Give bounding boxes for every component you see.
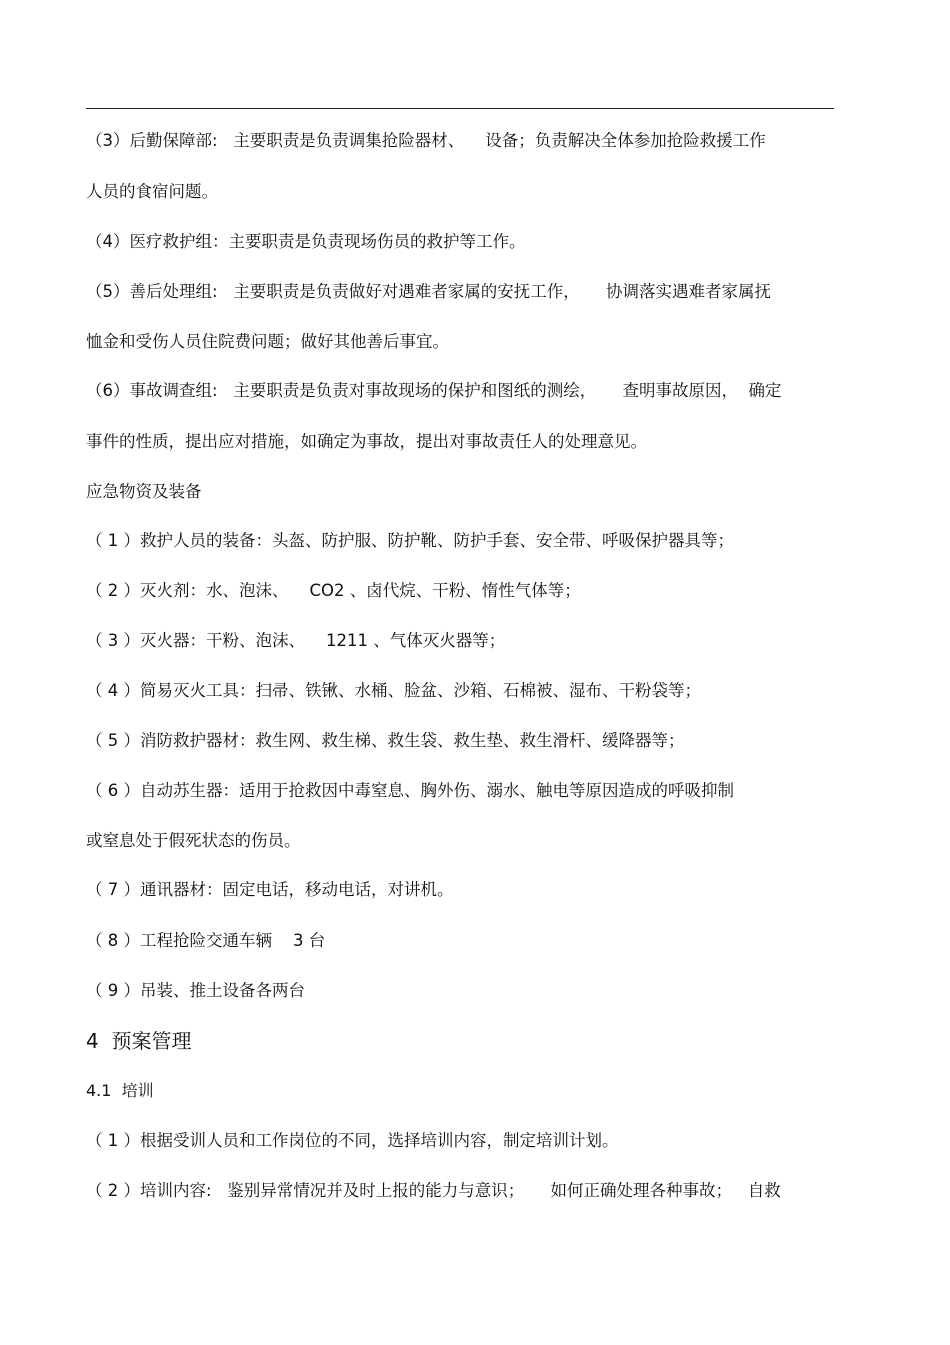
paragraph-logistics: （3）后勤保障部: 主要职责是负责调集抢险器材、 设备；负责解决全体参加抢险救援工作 (86, 131, 766, 150)
list-item-cont: 或窒息处于假死状态的伤员。 (86, 831, 301, 850)
list-item: （ 4 ）简易灭火工具：扫帚、铁锹、水桶、脸盆、沙箱、石棉被、湿布、干粉袋等； (86, 681, 701, 700)
subsection-heading-training: 4.1 培训 (86, 1081, 154, 1100)
paragraph-aftermath-cont: 恤金和受伤人员住院费问题；做好其他善后事宜。 (86, 332, 449, 351)
list-item: （ 2 ）培训内容: 鉴别异常情况并及时上报的能力与意识； 如何正确处理各种事故； 自救 (86, 1181, 781, 1200)
paragraph-aftermath: （5）善后处理组: 主要职责是负责做好对遇难者家属的安抚工作， 协调落实遇难者家属抚 (86, 282, 772, 301)
section-heading-plan-management: 4 预案管理 (86, 1029, 192, 1053)
list-item: （ 2 ）灭火剂：水、泡沫、 CO2 、卤代烷、干粉、惰性气体等； (86, 581, 581, 600)
list-item: （ 9 ）吊装、推土设备各两台 (86, 981, 305, 1000)
list-item: （ 5 ）消防救护器材：救生网、救生梯、救生袋、救生垫、救生滑杆、缓降器等； (86, 731, 685, 750)
list-item: （ 1 ）救护人员的装备：头盔、防护服、防护靴、防护手套、安全带、呼吸保护器具等； (86, 531, 734, 550)
list-item: （ 7 ）通讯器材：固定电话，移动电话，对讲机。 (86, 880, 454, 899)
paragraph-investigation: （6）事故调查组: 主要职责是负责对事故现场的保护和图纸的测绘， 查明事故原因， 确定 (86, 381, 782, 400)
header-rule (86, 108, 834, 109)
paragraph-investigation-cont: 事件的性质，提出应对措施，如确定为事故，提出对事故责任人的处理意见。 (86, 432, 647, 451)
paragraph-medical: （4）医疗救护组：主要职责是负责现场伤员的救护等工作。 (86, 232, 526, 251)
list-item: （ 1 ）根据受训人员和工作岗位的不同，选择培训内容，制定培训计划。 (86, 1131, 619, 1150)
list-item: （ 6 ）自动苏生器：适用于抢救因中毒窒息、胸外伤、溺水、触电等原因造成的呼吸抑制 (86, 781, 734, 800)
list-item: （ 3 ）灭火器：干粉、泡沫、 1211 、气体灭火器等； (86, 631, 506, 650)
paragraph-logistics-cont: 人员的食宿问题。 (86, 182, 218, 201)
section-title-materials: 应急物资及装备 (86, 482, 202, 501)
list-item: （ 8 ）工程抢险交通车辆 3 台 (86, 931, 326, 950)
